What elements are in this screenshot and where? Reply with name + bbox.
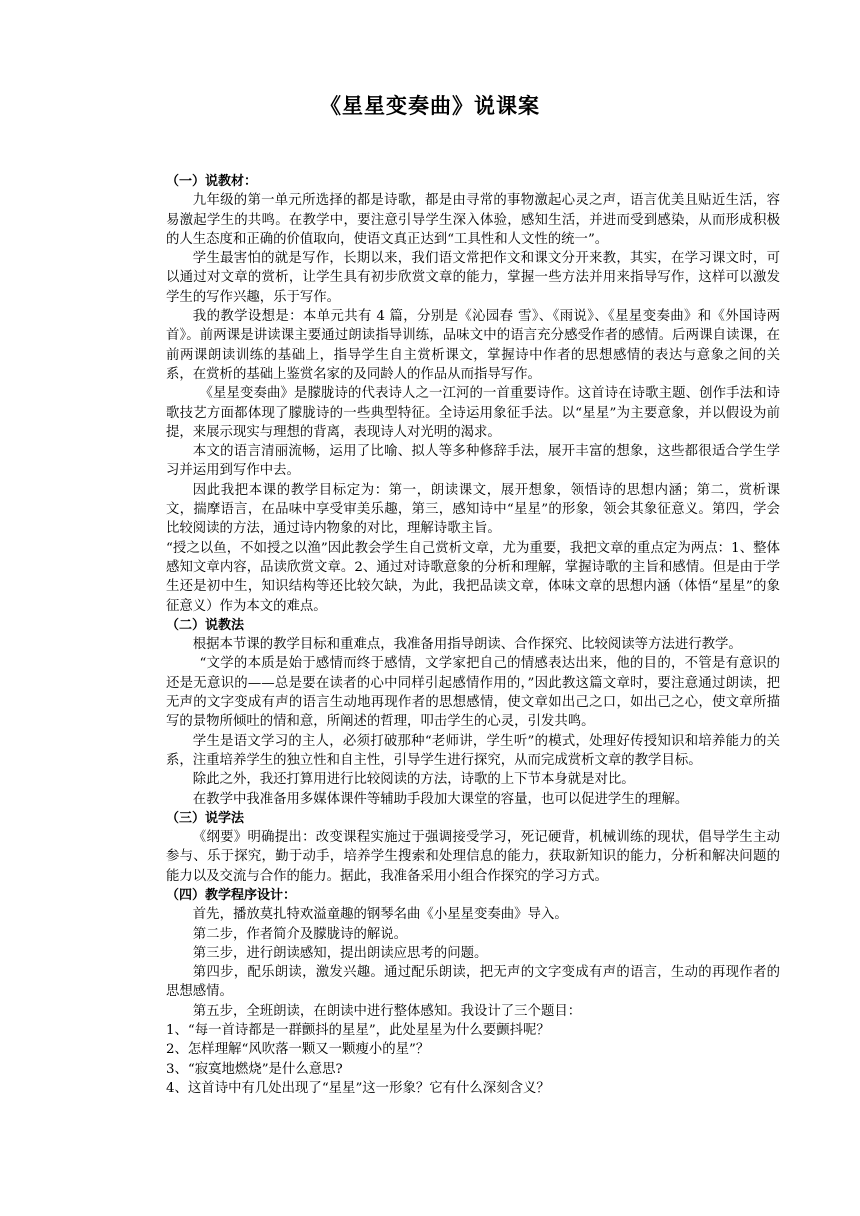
paragraph: 《纲要》明确提出：改变课程实施过于强调接受学习，死记硬背，机械训练的现状，倡导学生主动参与、乐于探究，勤于动手，培养学生搜索和处理信息的能力，获取新知识的能力，分析和解决问题的能力以及交流与合作的能力。据此，我准备采用小组合作探究的学习方式。 bbox=[166, 830, 780, 884]
paragraph: “文学的本质是始于感情而终于感情，文学家把自己的情感表达出来，他的目的，不管是有意识的还是无意识的——总是要在读者的心中同样引起感情作用的，”因此教这篇文章时，要注意通过朗读，把无声的文字变成有声的语言生动地再现作者的思想感情，使文章如出己之口，如出己之心，使文章所描写的景物所倾吐的情和意，所阐述的哲理，叩击学生的心灵，引发共鸣。 bbox=[166, 656, 780, 730]
paragraph: 根据本节课的教学目标和重难点，我准备用指导朗读、合作探究、比较阅读等方法进行教学。 bbox=[192, 637, 742, 653]
document-body bbox=[166, 172, 780, 1098]
question-item: 3、“寂寞地燃烧”是什么意思? bbox=[166, 1061, 343, 1077]
paragraph: 学生是语文学习的主人，必须打破那种“老师讲，学生听”的模式，处理好传授知识和培养能力的关系，注重培养学生的独立性和自主性，引导学生进行探究，从而完成赏析文章的教学目标。 bbox=[166, 733, 780, 768]
paragraph: 第五步，全班朗读，在朗读中进行整体感知。我设计了三个题目： bbox=[192, 1003, 582, 1019]
paragraph: 第三步，进行朗读感知，提出朗读应思考的问题。 bbox=[192, 945, 488, 961]
paragraph: 因此我把本课的教学目标定为：第一，朗读课文，展开想象，领悟诗的思想内涵；第二，赏析课文，揣摩语言，在品味中享受审美乐趣，第三，感知诗中“星星”的形象，领会其象征意义。第四，学会比较阅读的方法，通过诗内物象的对比，理解诗歌主旨。 bbox=[166, 482, 780, 537]
question-item: 4、这首诗中有几处出现了“星星”这一形象？它有什么深刻含义？ bbox=[166, 1080, 550, 1096]
paragraph: 首先，播放莫扎特欢溢童趣的钢琴名曲《小星星变奏曲》导入。 bbox=[192, 907, 568, 923]
question-item: 2、怎样理解“风吹落一颗又一颗瘦小的星”？ bbox=[166, 1042, 430, 1058]
section-heading-learning-method: （三）说学法 bbox=[166, 810, 245, 826]
paragraph: 我的教学设想是：本单元共有 4 篇，分别是《沁园春 雪》、《雨说》、《星星变奏曲》和《外国诗两首》。前两课是讲读课主要通过朗读指导训练，品味文中的语言充分感受作者的感情。后两课自读课，在前两课朗读训练的基础上，指导学生自主赏析课文，掌握诗中作者的思想感情的表达与意象之间的关系，在赏析的基础上鉴赏名家的及同龄人的作品从而指导写作。 bbox=[166, 309, 780, 382]
paragraph: 本文的语言清丽流畅，运用了比喻、拟人等多种修辞手法，展开丰富的想象，这些都很适合学生学习并运用到写作中去。 bbox=[166, 444, 780, 479]
paragraph: 第四步，配乐朗读，激发兴趣。通过配乐朗读，把无声的文字变成有声的语言，生动的再现作者的思想感情。 bbox=[166, 965, 780, 1000]
paragraph: 在教学中我准备用多媒体课件等辅助手段加大课堂的容量，也可以促进学生的理解。 bbox=[192, 791, 689, 807]
section-heading-teaching-material: （一）说教材： bbox=[166, 174, 258, 189]
question-item: 1、“每一首诗都是一群颤抖的星星”，此处星星为什么要颤抖呢？ bbox=[166, 1023, 550, 1039]
section-heading-teaching-method: （二）说教法 bbox=[166, 617, 245, 633]
page-title: 《星星变奏曲》说课案 bbox=[320, 94, 540, 118]
paragraph: 《星星变奏曲》是朦胧诗的代表诗人之一江河的一首重要诗作。这首诗在诗歌主题、创作手法和诗歌技艺方面都体现了朦胧诗的一些典型特征。全诗运用象征手法。以“星星”为主要意象，并以假设为前提，来展示现实与理想的背离，表现诗人对光明的渴求。 bbox=[166, 386, 780, 440]
paragraph: 第二步，作者简介及朦胧诗的解说。 bbox=[192, 926, 408, 942]
paragraph: 除此之外，我还打算用进行比较阅读的方法，诗歌的上下节本身就是对比。 bbox=[192, 772, 635, 788]
paragraph: 九年级的第一单元所选择的都是诗歌，都是由寻常的事物激起心灵之声，语言优美且贴近生活，容易激起学生的共鸣。在教学中，要注意引导学生深入体验，感知生活，并进而受到感染，从而形成积极的人生态度和正确的价值取向，使语文真正达到“工具性和人文性的统一”。 bbox=[166, 193, 780, 247]
section-heading-teaching-procedure: （四）教学程序设计： bbox=[166, 887, 297, 903]
paragraph: 学生最害怕的就是写作，长期以来，我们语文常把作文和课文分开来教，其实，在学习课文时，可以通过对文章的赏析，让学生具有初步欣赏文章的能力，掌握一些方法并用来指导写作，这样可以激发学生的写作兴趣，乐于写作。 bbox=[166, 251, 780, 305]
paragraph: “授之以鱼，不如授之以渔”因此教会学生自己赏析文章，尤为重要，我把文章的重点定为两点：1、整体感知文章内容，品读欣赏文章。2、通过对诗歌意象的分析和理解，掌握诗歌的主旨和感情。但是由于学生还是初中生，知识结构等还比较欠缺，为此，我把品读文章，体味文章的思想内涵（体悟“星星”的象征意义）作为本文的难点。 bbox=[166, 540, 780, 614]
